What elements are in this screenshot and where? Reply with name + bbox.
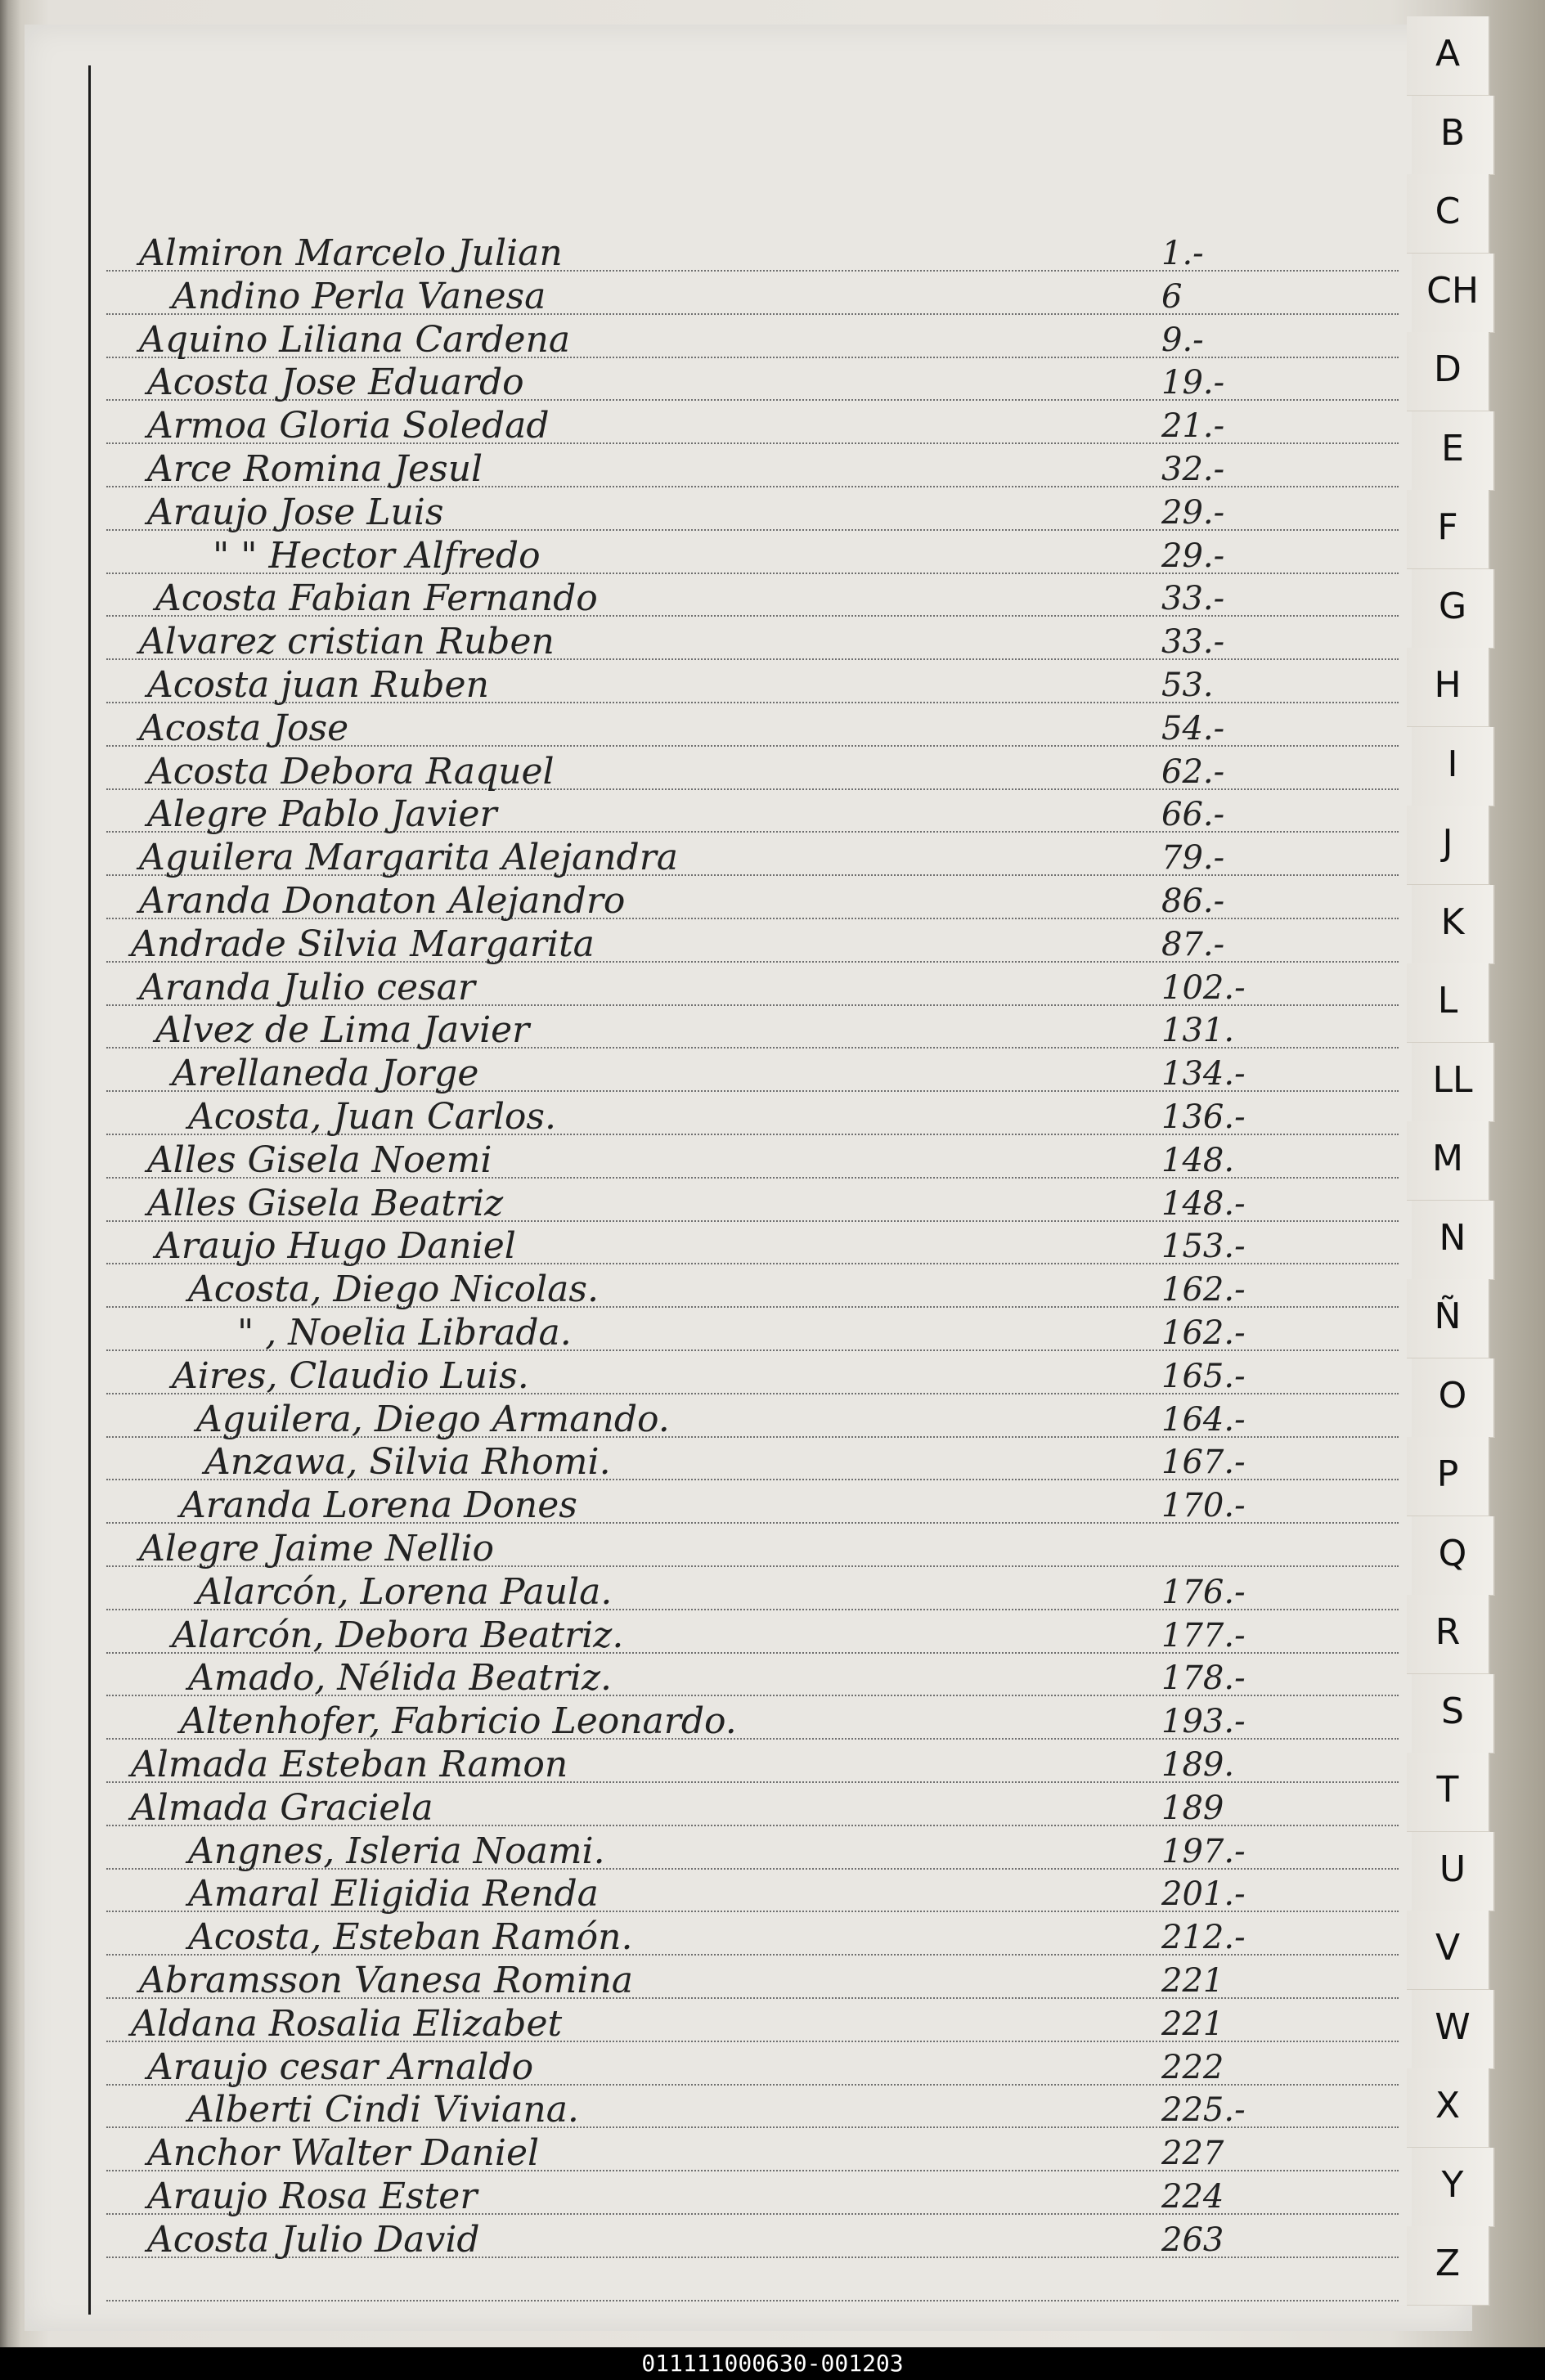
alphabet-tab[interactable] [1412, 2148, 1495, 2227]
entry-name: Aldana Rosalia Elizabet [131, 2002, 563, 2045]
alphabet-tab[interactable] [1412, 1516, 1495, 1596]
alphabet-tab[interactable] [1412, 1832, 1495, 1911]
entry-page-number: 136.- [1161, 1098, 1246, 1136]
tab-letter: O [1438, 1374, 1467, 1417]
alphabet-tab[interactable] [1412, 569, 1495, 649]
entry-name: Araujo Jose Luis [147, 491, 444, 533]
entry-page-number: 54.- [1161, 709, 1225, 748]
index-page [25, 25, 1472, 2331]
tab-letter: L [1437, 980, 1458, 1022]
entry-name: Anchor Walter Daniel [147, 2132, 540, 2175]
entry-page-number: 33.- [1161, 580, 1225, 618]
entry-name: Angnes, Isleria Noami. [188, 1830, 605, 1872]
alphabet-tab[interactable] [1412, 96, 1495, 175]
entry-name: Aranda Lorena Dones [180, 1484, 577, 1527]
margin-line [88, 65, 91, 2315]
entry-name: Acosta Debora Raquel [147, 750, 555, 793]
entry-page-number: 134.- [1161, 1055, 1246, 1093]
entry-page-number: 263 [1161, 2221, 1224, 2259]
entry-page-number: 224 [1161, 2178, 1224, 2216]
tab-letter: R [1435, 1611, 1461, 1653]
tab-letter: K [1440, 900, 1465, 943]
tab-letter: T [1436, 1769, 1459, 1811]
alphabet-tab[interactable] [1412, 1358, 1495, 1438]
entry-page-number: 33.- [1161, 623, 1225, 662]
entry-page-number: 102.- [1161, 968, 1246, 1007]
tab-letter: Q [1438, 1532, 1467, 1574]
tab-letter: I [1447, 743, 1458, 785]
entry-name: Abramsson Vanesa Romina [139, 1960, 634, 2001]
entry-name: Acosta Jose Eduardo [147, 361, 524, 404]
entry-page-number: 227 [1161, 2135, 1224, 2173]
entry-page-number: 225.- [1161, 2091, 1246, 2130]
entry-page-number: 162.- [1161, 1271, 1246, 1309]
entry-name: Amado, Nélida Beatriz. [188, 1657, 612, 1700]
document-id-footer: 011111000630-001203 [0, 2347, 1545, 2380]
alphabet-tab[interactable] [1407, 806, 1490, 885]
entry-page-number: 79.- [1161, 839, 1225, 878]
entry-name: Araujo Hugo Daniel [155, 1225, 516, 1268]
tab-letter: CH [1426, 269, 1479, 312]
alphabet-tab[interactable] [1407, 1595, 1490, 1674]
entry-name: " " Hector Alfredo [213, 534, 541, 577]
alphabet-tab[interactable] [1412, 1990, 1495, 2069]
entry-name: Alegre Pablo Javier [147, 793, 497, 836]
alphabet-tab[interactable] [1407, 174, 1490, 254]
entry-page-number: 19.- [1161, 364, 1225, 402]
alphabet-tab[interactable] [1412, 885, 1495, 964]
entry-page-number: 170.- [1161, 1487, 1246, 1525]
entry-page-number: 177.- [1161, 1616, 1246, 1655]
tab-letter: Ñ [1434, 1296, 1462, 1337]
tab-letter: A [1435, 33, 1461, 74]
tab-letter: C [1435, 191, 1461, 232]
entry-name: Arce Romina Jesul [147, 448, 483, 490]
entry-name: Altenhofer, Fabricio Leonardo. [180, 1700, 737, 1743]
tab-letter: LL [1432, 1058, 1473, 1101]
alphabet-tab[interactable] [1412, 254, 1495, 333]
tab-letter: Z [1435, 2243, 1461, 2284]
tab-letter: J [1442, 822, 1453, 864]
entry-page-number: 165.- [1161, 1357, 1246, 1395]
entry-name: Alarcón, Lorena Paula. [196, 1570, 613, 1613]
alphabet-tab[interactable] [1407, 2068, 1490, 2148]
entry-page-number: 62.- [1161, 752, 1225, 791]
entry-name: Almada Graciela [131, 1786, 433, 1829]
entry-name: Acosta, Esteban Ramón. [188, 1916, 633, 1959]
entry-name: Amaral Eligidia Renda [188, 1873, 599, 1915]
entry-page-number: 222 [1161, 2048, 1224, 2086]
alphabet-tab[interactable] [1407, 1911, 1490, 1990]
entry-page-number: 193.- [1161, 1703, 1246, 1741]
entry-page-number: 53. [1161, 667, 1214, 704]
entry-page-number: 164.- [1161, 1400, 1246, 1439]
entry-name: " , Noelia Librada. [237, 1312, 572, 1354]
entry-name: Alles Gisela Noemi [147, 1138, 492, 1181]
tab-letter: S [1441, 1690, 1464, 1732]
entry-name: Aranda Donaton Alejandro [139, 880, 626, 922]
entry-page-number: 9.- [1161, 321, 1204, 359]
tab-letter: G [1438, 585, 1467, 627]
tab-letter: U [1439, 1848, 1466, 1890]
entry-name: Acosta, Juan Carlos. [188, 1096, 556, 1138]
alphabet-tab[interactable] [1412, 1201, 1495, 1280]
entry-name: Aranda Julio cesar [139, 966, 475, 1008]
entry-name: Acosta juan Ruben [147, 664, 489, 706]
entry-page-number: 189. [1161, 1746, 1235, 1784]
entry-page-number: 148.- [1161, 1184, 1246, 1223]
entry-page-number: 212.- [1161, 1919, 1246, 1957]
entry-name: Aguilera Margarita Alejandra [139, 837, 678, 879]
entry-page-number: 176.- [1161, 1573, 1246, 1611]
tab-letter: X [1435, 2085, 1461, 2126]
entry-page-number: 1.- [1161, 235, 1204, 272]
alphabet-tab[interactable] [1407, 332, 1490, 411]
tab-letter: E [1441, 427, 1464, 469]
entry-page-number: 29.- [1161, 537, 1225, 575]
entry-page-number: 189 [1161, 1789, 1224, 1827]
tab-letter: P [1436, 1453, 1459, 1495]
entry-name: Almada Esteban Ramon [131, 1744, 568, 1785]
entry-page-number: 32.- [1161, 451, 1225, 488]
alphabet-tab[interactable] [1407, 16, 1490, 96]
entry-name: Arellaneda Jorge [172, 1053, 479, 1095]
entry-name: Acosta Julio David [147, 2218, 480, 2261]
entry-page-number: 221 [1161, 1962, 1224, 2000]
entry-page-number: 167.- [1161, 1444, 1246, 1482]
tab-letter: V [1435, 1927, 1461, 1969]
entry-name: Armoa Gloria Soledad [147, 405, 550, 447]
entry-name: Araujo Rosa Ester [147, 2176, 478, 2217]
entry-name: Andrade Silvia Margarita [131, 923, 595, 965]
tab-letter: H [1434, 664, 1462, 706]
alphabet-tab[interactable] [1407, 1279, 1490, 1358]
entry-name: Almiron Marcelo Julian [139, 232, 563, 274]
alphabet-tab[interactable] [1412, 1043, 1495, 1122]
alphabet-tab[interactable] [1412, 411, 1495, 491]
entry-name: Andino Perla Vanesa [172, 275, 546, 317]
alphabet-tab[interactable] [1407, 1121, 1490, 1201]
entry-page-number: 131. [1161, 1012, 1235, 1050]
entry-page-number: 148. [1161, 1141, 1235, 1179]
tab-letter: D [1434, 348, 1462, 390]
entry-page-number: 162.- [1161, 1314, 1246, 1352]
alphabet-tab[interactable] [1412, 727, 1495, 806]
entry-page-number: 6 [1161, 277, 1183, 316]
alphabet-tabs [1390, 0, 1497, 2339]
entry-name: Alvarez cristian Ruben [139, 621, 555, 663]
alphabet-tab[interactable] [1407, 1753, 1490, 1832]
entry-page-number: 197.- [1161, 1832, 1246, 1870]
tab-letter: N [1439, 1216, 1466, 1259]
tab-letter: B [1439, 111, 1466, 154]
alphabet-tab[interactable] [1407, 490, 1490, 569]
entry-name: Alles Gisela Beatriz [147, 1182, 504, 1224]
entry-page-number: 87.- [1161, 925, 1225, 963]
ruled-line [106, 2300, 1399, 2301]
entry-name: Alvez de Lima Javier [155, 1009, 530, 1052]
entry-page-number: 153.- [1161, 1228, 1246, 1266]
entry-name: Aires, Claudio Luis. [172, 1354, 529, 1397]
entry-page-number: 178.- [1161, 1659, 1246, 1698]
entry-name: Alegre Jaime Nellio [139, 1528, 495, 1569]
alphabet-tab[interactable] [1407, 963, 1490, 1043]
entry-name: Alarcón, Debora Beatriz. [172, 1614, 624, 1656]
entry-name: Araujo cesar Arnaldo [147, 2045, 534, 2088]
entry-page-number: 66.- [1161, 796, 1225, 834]
alphabet-tab[interactable] [1407, 2226, 1490, 2306]
entry-page-number: 86.- [1161, 882, 1225, 920]
alphabet-tab[interactable] [1412, 1674, 1495, 1754]
alphabet-tab[interactable] [1407, 1437, 1490, 1516]
entry-page-number: 221 [1161, 2005, 1224, 2043]
entry-name: Acosta Jose [139, 707, 349, 749]
entry-name: Alberti Cindi Viviana. [188, 2089, 579, 2131]
entry-page-number: 21.- [1161, 407, 1225, 446]
tab-letter: W [1435, 2005, 1471, 2048]
entry-page-number: 201.- [1161, 1875, 1246, 1914]
tab-letter: M [1432, 1138, 1463, 1179]
entry-name: Acosta Fabian Fernando [155, 577, 598, 620]
entry-page-number: 29.- [1161, 493, 1225, 532]
entry-name: Anzawa, Silvia Rhomi. [204, 1441, 611, 1484]
alphabet-tab[interactable] [1407, 648, 1490, 727]
entry-name: Aguilera, Diego Armando. [196, 1398, 670, 1440]
tab-letter: Y [1441, 2163, 1464, 2206]
entry-name: Aquino Liliana Cardena [139, 318, 571, 361]
tab-letter: F [1437, 506, 1458, 548]
entry-name: Acosta, Diego Nicolas. [188, 1269, 599, 1311]
